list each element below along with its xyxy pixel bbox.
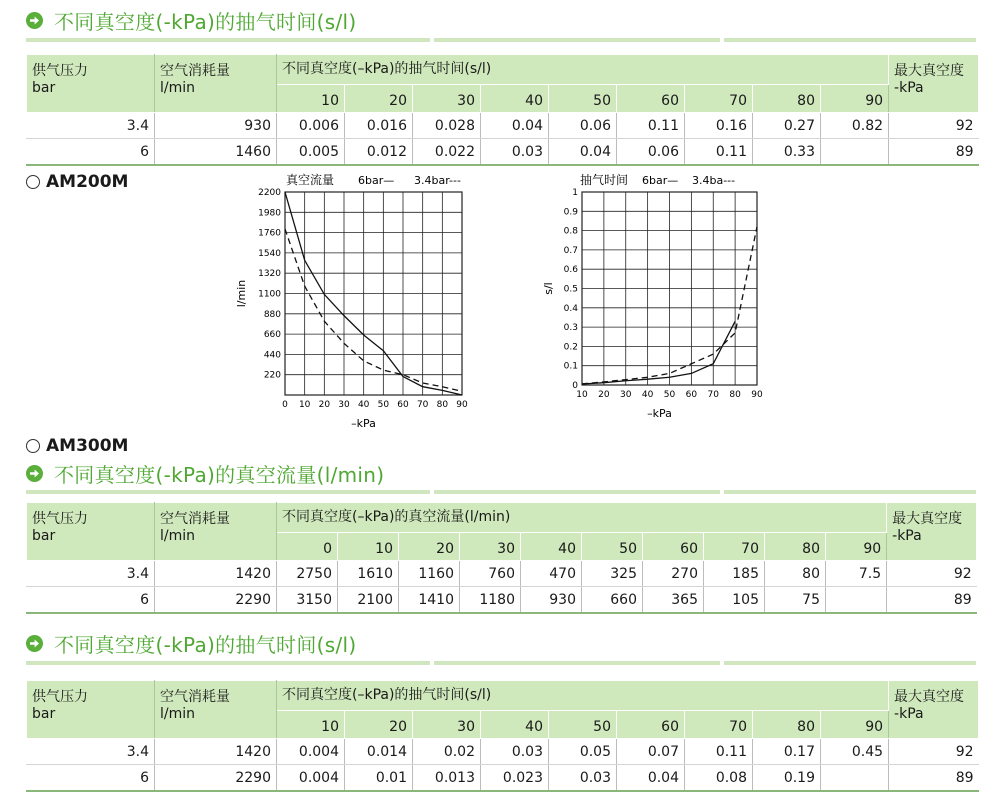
x-tick-label: 90 xyxy=(456,400,468,410)
vacuum-level-header: 60 xyxy=(643,533,704,561)
x-axis-label: –kPa xyxy=(351,417,376,428)
value-cell: 7.5 xyxy=(826,561,887,587)
pressure-header xyxy=(27,55,155,113)
vacuum-level-header: 80 xyxy=(753,711,821,739)
value-cell xyxy=(821,765,889,792)
x-tick-label: 0 xyxy=(282,400,288,410)
section-rule xyxy=(26,661,976,665)
y-tick-label: 880 xyxy=(263,309,281,320)
consumption-cell: 1420 xyxy=(155,739,277,765)
pressure-cell: 6 xyxy=(27,587,155,614)
section-rule xyxy=(26,490,976,494)
value-cell: 0.02 xyxy=(413,739,481,765)
table-row xyxy=(27,739,979,765)
vacuum-level-header: 20 xyxy=(345,711,413,739)
max-vacuum-header xyxy=(887,503,977,561)
x-tick-label: 80 xyxy=(436,400,449,410)
value-cell: 0.012 xyxy=(345,139,413,166)
x-tick-label: 10 xyxy=(298,400,311,410)
vacuum-level-header: 50 xyxy=(549,85,617,113)
header-text: -kPa xyxy=(892,528,922,544)
value-cell: 2750 xyxy=(277,561,338,587)
arrow-right-circle-icon xyxy=(26,12,43,29)
y-tick-label: 0.8 xyxy=(563,226,578,237)
value-cell: 270 xyxy=(643,561,704,587)
value-cell: 0.03 xyxy=(481,139,549,166)
model-name: AM300M xyxy=(46,436,129,456)
max-vacuum-cell: 92 xyxy=(889,739,979,765)
vacuum-level-header: 40 xyxy=(521,533,582,561)
value-cell: 0.04 xyxy=(481,113,549,139)
model-name: AM200M xyxy=(46,172,129,192)
value-cell: 1610 xyxy=(338,561,399,587)
max-vacuum-cell: 89 xyxy=(889,139,979,166)
vacuum-level-header: 50 xyxy=(582,533,643,561)
max-vacuum-cell: 89 xyxy=(887,587,977,614)
consumption-cell: 2290 xyxy=(155,765,277,792)
consumption-cell: 930 xyxy=(155,113,277,139)
pressure-cell: 6 xyxy=(27,765,155,792)
vacuum-level-header: 50 xyxy=(549,711,617,739)
value-cell: 0.17 xyxy=(753,739,821,765)
value-cell: 0.04 xyxy=(617,765,685,792)
max-vacuum-cell: 92 xyxy=(887,561,977,587)
y-tick-label: 1100 xyxy=(258,289,281,300)
pressure-cell: 3.4 xyxy=(27,561,155,587)
value-cell: 0.16 xyxy=(685,113,753,139)
vacuum-level-header: 90 xyxy=(821,85,889,113)
vacuum-level-header: 30 xyxy=(413,711,481,739)
x-tick-label: 80 xyxy=(729,390,741,400)
value-cell: 0.01 xyxy=(345,765,413,792)
table-row xyxy=(27,587,977,614)
value-cell xyxy=(826,587,887,614)
value-cell: 0.11 xyxy=(617,113,685,139)
chart-grid xyxy=(582,192,757,385)
vacuum-level-header: 30 xyxy=(413,85,481,113)
max-vacuum-header xyxy=(889,55,979,113)
vacuum-level-header: 80 xyxy=(753,85,821,113)
section-title xyxy=(26,7,356,33)
x-tick-label: 70 xyxy=(416,400,429,410)
table-row xyxy=(27,561,977,587)
value-cell: 0.013 xyxy=(413,765,481,792)
consumption-header xyxy=(155,503,277,561)
max-vacuum-cell: 92 xyxy=(889,113,979,139)
y-tick-label: 440 xyxy=(263,350,281,361)
value-cell: 2100 xyxy=(338,587,399,614)
max-vacuum-header xyxy=(889,681,979,739)
y-tick-label: 0.2 xyxy=(563,342,578,353)
vacuum-level-header: 70 xyxy=(685,85,753,113)
value-cell: 0.004 xyxy=(277,739,345,765)
vacuum-level-header: 80 xyxy=(765,533,826,561)
value-cell: 0.006 xyxy=(277,113,345,139)
vacuum-level-header: 30 xyxy=(460,533,521,561)
header-text: 最大真空度 xyxy=(894,63,965,79)
table-row xyxy=(27,113,979,139)
x-tick-label: 10 xyxy=(576,390,588,400)
spec-table xyxy=(26,54,979,166)
x-tick-label: 90 xyxy=(751,390,763,400)
consumption-header xyxy=(155,55,277,113)
value-cell: 0.06 xyxy=(617,139,685,166)
header-text: -kPa xyxy=(894,706,924,722)
value-cell: 0.82 xyxy=(821,113,889,139)
spec-table xyxy=(26,502,977,614)
x-tick-label: 40 xyxy=(357,400,370,410)
arrow-right-circle-icon xyxy=(26,465,43,482)
value-cell: 325 xyxy=(582,561,643,587)
value-cell: 0.005 xyxy=(277,139,345,166)
circle-icon xyxy=(26,439,40,453)
y-tick-label: 0.5 xyxy=(563,284,578,295)
legend-dashed: 3.4ba--- xyxy=(692,174,736,187)
x-tick-label: 50 xyxy=(663,390,676,400)
value-cell: 0.27 xyxy=(753,113,821,139)
value-cell: 470 xyxy=(521,561,582,587)
chart-title: 真空流量 xyxy=(286,173,335,187)
value-cell: 0.014 xyxy=(345,739,413,765)
vacuum-level-header: 60 xyxy=(617,85,685,113)
x-tick-label: 20 xyxy=(598,390,610,400)
pressure-header xyxy=(27,681,155,739)
header-text: 供气压力 xyxy=(32,511,88,527)
header-text: 空气消耗量 xyxy=(160,511,230,527)
header-text: 最大真空度 xyxy=(892,511,963,527)
section-title-text: 不同真空度(-kPa)的抽气时间(s/l) xyxy=(54,9,357,34)
pressure-cell: 3.4 xyxy=(27,739,155,765)
header-text: l/min xyxy=(160,528,196,544)
vacuum-level-header: 20 xyxy=(345,85,413,113)
x-tick-label: 20 xyxy=(318,400,331,410)
chart-vacuum-flow xyxy=(228,170,488,428)
value-cell: 0.06 xyxy=(549,113,617,139)
section-title xyxy=(26,460,384,486)
group-header: 不同真空度(–kPa)的抽气时间(s/l) xyxy=(277,55,889,85)
vacuum-level-header: 40 xyxy=(481,711,549,739)
header-text: -kPa xyxy=(894,80,924,96)
x-tick-label: 30 xyxy=(338,400,350,410)
y-tick-label: 1540 xyxy=(258,248,281,259)
value-cell: 660 xyxy=(582,587,643,614)
value-cell: 80 xyxy=(765,561,826,587)
value-cell: 930 xyxy=(521,587,582,614)
consumption-cell: 2290 xyxy=(155,587,277,614)
model-label xyxy=(26,172,128,192)
value-cell: 1180 xyxy=(460,587,521,614)
vacuum-level-header: 70 xyxy=(704,533,765,561)
value-cell: 1410 xyxy=(399,587,460,614)
section-rule xyxy=(26,38,976,42)
value-cell: 0.016 xyxy=(345,113,413,139)
y-tick-label: 2200 xyxy=(258,188,281,198)
y-axis-label: l/min xyxy=(235,279,248,308)
x-tick-label: 30 xyxy=(620,390,632,400)
x-axis-label: –kPa xyxy=(647,407,672,420)
value-cell: 0.05 xyxy=(549,739,617,765)
vacuum-level-header: 20 xyxy=(399,533,460,561)
y-tick-label: 1320 xyxy=(258,269,281,280)
x-tick-label: 60 xyxy=(397,400,409,410)
section-title xyxy=(26,630,356,656)
y-tick-label: 0.7 xyxy=(563,245,578,256)
series-line-6bar xyxy=(582,321,735,384)
model-label xyxy=(26,436,128,456)
pressure-cell: 6 xyxy=(27,139,155,166)
arrow-right-circle-icon xyxy=(26,635,43,652)
y-tick-label: 0 xyxy=(572,381,578,391)
chart-title: 抽气时间 xyxy=(580,173,629,187)
legend-solid: 6bar— xyxy=(642,174,679,187)
value-cell: 185 xyxy=(704,561,765,587)
consumption-header xyxy=(155,681,277,739)
value-cell: 0.19 xyxy=(753,765,821,792)
value-cell: 0.33 xyxy=(753,139,821,166)
header-text: l/min xyxy=(160,706,196,722)
vacuum-level-header: 10 xyxy=(277,85,345,113)
value-cell: 0.45 xyxy=(821,739,889,765)
consumption-cell: 1420 xyxy=(155,561,277,587)
x-tick-label: 70 xyxy=(707,390,719,400)
legend-dashed: 3.4bar--- xyxy=(414,174,461,187)
value-cell: 75 xyxy=(765,587,826,614)
x-tick-label: 40 xyxy=(641,390,654,400)
y-tick-label: 0.3 xyxy=(563,323,578,334)
y-tick-label: 0.6 xyxy=(563,265,578,276)
vacuum-level-header: 60 xyxy=(617,711,685,739)
section-title-text: 不同真空度(-kPa)的抽气时间(s/l) xyxy=(54,632,357,657)
y-axis-label: s/l xyxy=(542,282,555,295)
header-text: 供气压力 xyxy=(32,63,88,79)
header-text: 空气消耗量 xyxy=(160,689,230,705)
legend-solid: 6bar— xyxy=(358,174,395,187)
value-cell xyxy=(821,139,889,166)
value-cell: 0.03 xyxy=(481,739,549,765)
pressure-header xyxy=(27,503,155,561)
section-title-text: 不同真空度(-kPa)的真空流量(l/min) xyxy=(54,462,385,487)
header-text: bar xyxy=(32,706,56,722)
chart-evacuation-time xyxy=(530,170,780,428)
vacuum-level-header: 40 xyxy=(481,85,549,113)
y-tick-label: 660 xyxy=(263,330,281,341)
vacuum-level-header: 10 xyxy=(338,533,399,561)
y-tick-label: 1980 xyxy=(258,208,281,219)
y-tick-label: 0.9 xyxy=(563,207,578,218)
value-cell: 0.07 xyxy=(617,739,685,765)
spec-table xyxy=(26,680,979,792)
value-cell: 105 xyxy=(704,587,765,614)
vacuum-level-header: 70 xyxy=(685,711,753,739)
group-header: 不同真空度(–kPa)的抽气时间(s/l) xyxy=(277,681,889,711)
value-cell: 0.08 xyxy=(685,765,753,792)
value-cell: 760 xyxy=(460,561,521,587)
header-text: 最大真空度 xyxy=(894,689,965,705)
value-cell: 365 xyxy=(643,587,704,614)
value-cell: 0.11 xyxy=(685,139,753,166)
value-cell: 0.04 xyxy=(549,139,617,166)
vacuum-level-header: 90 xyxy=(821,711,889,739)
consumption-cell: 1460 xyxy=(155,139,277,166)
max-vacuum-cell: 89 xyxy=(889,765,979,792)
value-cell: 0.022 xyxy=(413,139,481,166)
group-header: 不同真空度(–kPa)的真空流量(l/min) xyxy=(277,503,887,533)
vacuum-level-header: 10 xyxy=(277,711,345,739)
header-text: bar xyxy=(32,528,56,544)
chart-grid xyxy=(285,192,462,395)
header-text: bar xyxy=(32,80,56,96)
value-cell: 0.004 xyxy=(277,765,345,792)
y-tick-label: 220 xyxy=(263,370,281,381)
y-tick-label: 1 xyxy=(572,188,578,198)
circle-icon xyxy=(26,175,40,189)
value-cell: 1160 xyxy=(399,561,460,587)
table-row xyxy=(27,765,979,792)
x-tick-label: 50 xyxy=(377,400,390,410)
table-row xyxy=(27,139,979,166)
header-text: l/min xyxy=(160,80,196,96)
x-tick-label: 60 xyxy=(685,390,698,400)
value-cell: 0.11 xyxy=(685,739,753,765)
y-tick-label: 1760 xyxy=(258,228,281,239)
value-cell: 0.023 xyxy=(481,765,549,792)
value-cell: 0.028 xyxy=(413,113,481,139)
vacuum-level-header: 90 xyxy=(826,533,887,561)
value-cell: 3150 xyxy=(277,587,338,614)
value-cell: 0.03 xyxy=(549,765,617,792)
header-text: 空气消耗量 xyxy=(160,63,230,79)
pressure-cell: 3.4 xyxy=(27,113,155,139)
y-tick-label: 0.1 xyxy=(563,361,578,372)
vacuum-level-header: 0 xyxy=(277,533,338,561)
y-tick-label: 0.4 xyxy=(563,303,578,314)
header-text: 供气压力 xyxy=(32,689,88,705)
